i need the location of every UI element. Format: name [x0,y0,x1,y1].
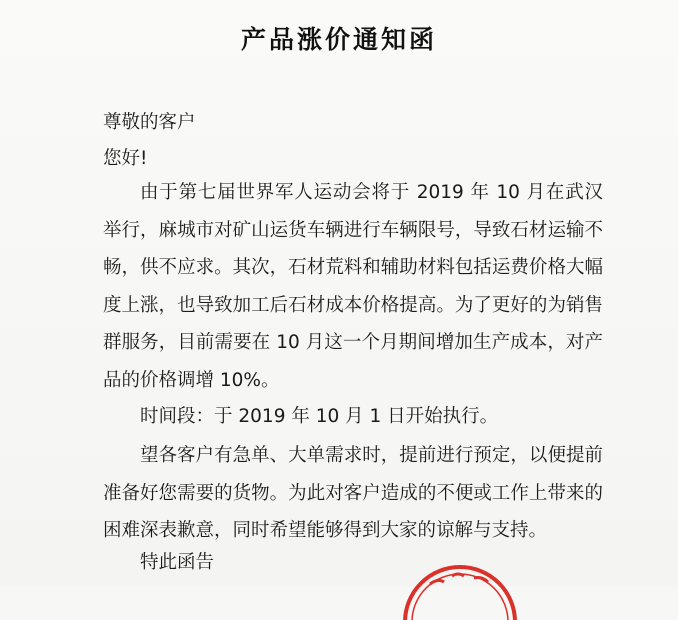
paragraph-reason: 由于第七届世界军人运动会将于 2019 年 10 月在武汉举行，麻城市对矿山运货车辆进行车辆限号，导致石材运输不畅，供不应求。其次，石材荒料和辅助材料包括运费价格大幅度上涨，也导致加工后石材成本价格提高。为了更好的为销售群服务，目前需要在 10 月这一个月期间增加生产成本，对产品的价格调增 10%。 [103,182,603,391]
greeting: 您好! [103,148,148,169]
closing-line: 特此函告 [140,552,215,573]
salutation: 尊敬的客户 [103,112,196,133]
document-title: 产品涨价通知函 [240,25,437,54]
company-seal-icon [400,560,520,620]
paragraph-request: 望各客户有急单、大单需求时，提前进行预定，以便提前准备好您需要的货物。为此对客户造成的不便或工作上带来的困难深表歉意，同时希望能够得到大家的谅解与支持。 [103,445,603,541]
paragraph-effective-date: 时间段：于 2019 年 10 月 1 日开始执行。 [140,406,499,427]
